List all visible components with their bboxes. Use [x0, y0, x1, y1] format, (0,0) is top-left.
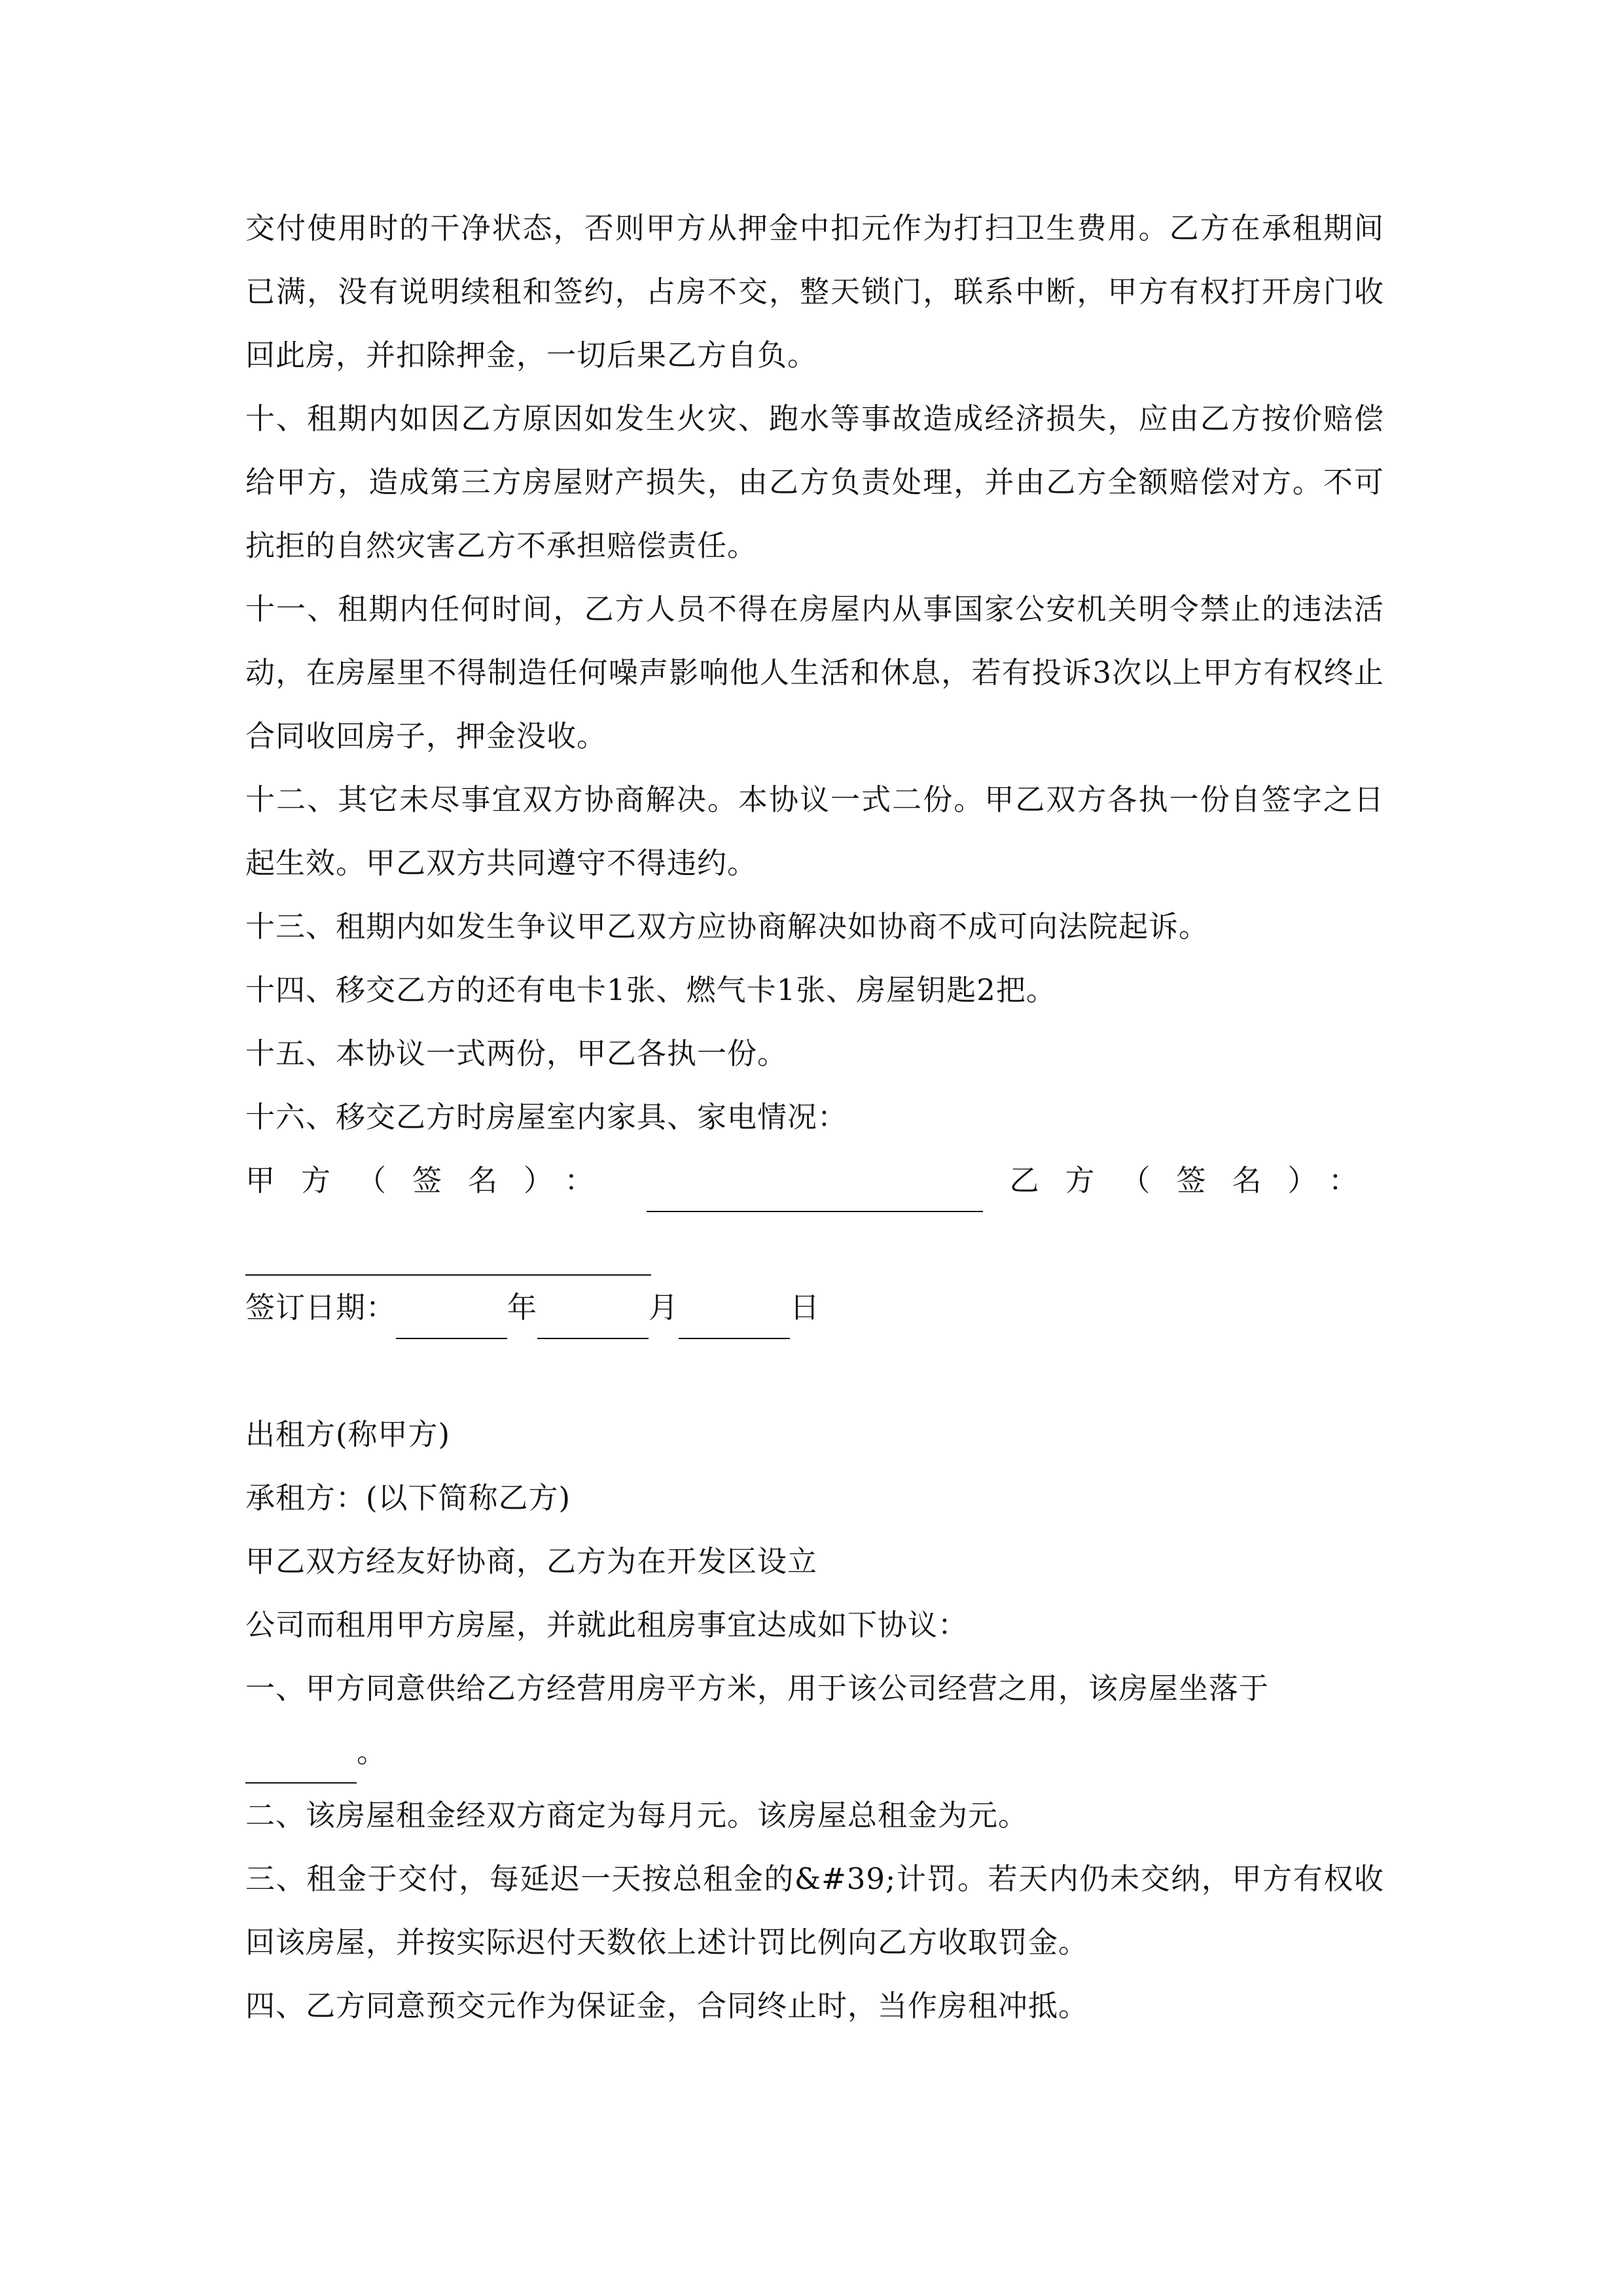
paragraph: 十四、移交乙方的还有电卡1张、燃气卡1张、房屋钥匙2把。: [245, 973, 1056, 1007]
paragraph: 十、租期内如因乙方原因如发生火灾、跑水等事故造成经济损失，应由乙方按价赔偿给甲方，造成第三方房屋财产损失，由乙方负责处理，并由乙方全额赔偿对方。不可抗拒的自然灾害乙方不承担赔偿责任。: [245, 401, 1384, 563]
paragraph: 十一、租期内任何时间，乙方人员不得在房屋内从事国家公安机关明令禁止的违法活动，在房屋里不得制造任何噪声影响他人生活和休息，若有投诉3次以上甲方有权终止合同收回房子，押金没收。: [245, 592, 1384, 753]
year-blank[interactable]: [396, 1297, 507, 1339]
paragraph: 十二、其它未尽事宜双方协商解决。本协议一式二份。甲乙双方各执一份自签字之日起生效。甲乙双方共同遵守不得违约。: [245, 782, 1384, 880]
paragraph: 十六、移交乙方时房屋室内家具、家电情况：: [245, 1100, 848, 1134]
location-blank-end: 。: [357, 1734, 387, 1769]
paragraph: 出租方(称甲方): [245, 1417, 451, 1452]
month-blank[interactable]: [537, 1297, 649, 1339]
paragraph: 甲乙双方经友好协商，乙方为在开发区设立: [245, 1544, 818, 1579]
party-b-signature-line-row: [245, 1212, 1384, 1276]
paragraph: 公司而租用甲方房屋，并就此租房事宜达成如下协议：: [245, 1607, 969, 1642]
signing-date-row: [245, 1276, 1384, 1339]
location-blank-line: [245, 1720, 1384, 1784]
date-label: 签订日期：: [245, 1290, 397, 1325]
party-a-signature-line[interactable]: [647, 1170, 984, 1212]
signature-row: [245, 1149, 1384, 1212]
year-label: 年: [507, 1290, 538, 1325]
paragraph: 交付使用时的干净状态，否则甲方从押金中扣元作为打扫卫生费用。乙方在承租期间已满，没有说明续租和签约，占房不交，整天锁门，联系中断，甲方有权打开房门收回此房，并扣除押金，一切后果乙方自负。: [245, 211, 1384, 372]
spacer: [245, 1339, 1384, 1403]
month-label: 月: [649, 1290, 679, 1325]
party-a-signature-label: 甲方（签名）：: [245, 1163, 620, 1198]
paragraph: 十三、租期内如发生争议甲乙双方应协商解决如协商不成可向法院起诉。: [245, 909, 1209, 944]
document-body: [245, 196, 1384, 2037]
paragraph: 四、乙方同意预交元作为保证金，合同终止时，当作房租冲抵。: [245, 1988, 1089, 2023]
location-blank[interactable]: [245, 1742, 357, 1784]
paragraph: 一、甲方同意供给乙方经营用房平方米，用于该公司经营之用，该房屋坐落于: [245, 1671, 1270, 1706]
paragraph: 十五、本协议一式两份，甲乙各执一份。: [245, 1036, 788, 1071]
paragraph: 三、租金于交付，每延迟一天按总租金的&#39;计罚。若天内仍未交纳，甲方有权收回该房屋，并按实际迟付天数依上述计罚比例向乙方收取罚金。: [245, 1861, 1384, 1960]
day-label: 日: [790, 1290, 821, 1325]
paragraph: 承租方：(以下简称乙方): [245, 1480, 571, 1515]
party-b-signature-line[interactable]: [245, 1234, 651, 1276]
day-blank[interactable]: [679, 1297, 790, 1339]
party-b-signature-label: 乙方（签名）：: [1009, 1163, 1384, 1198]
paragraph: 二、该房屋租金经双方商定为每月元。该房屋总租金为元。: [245, 1798, 1029, 1833]
